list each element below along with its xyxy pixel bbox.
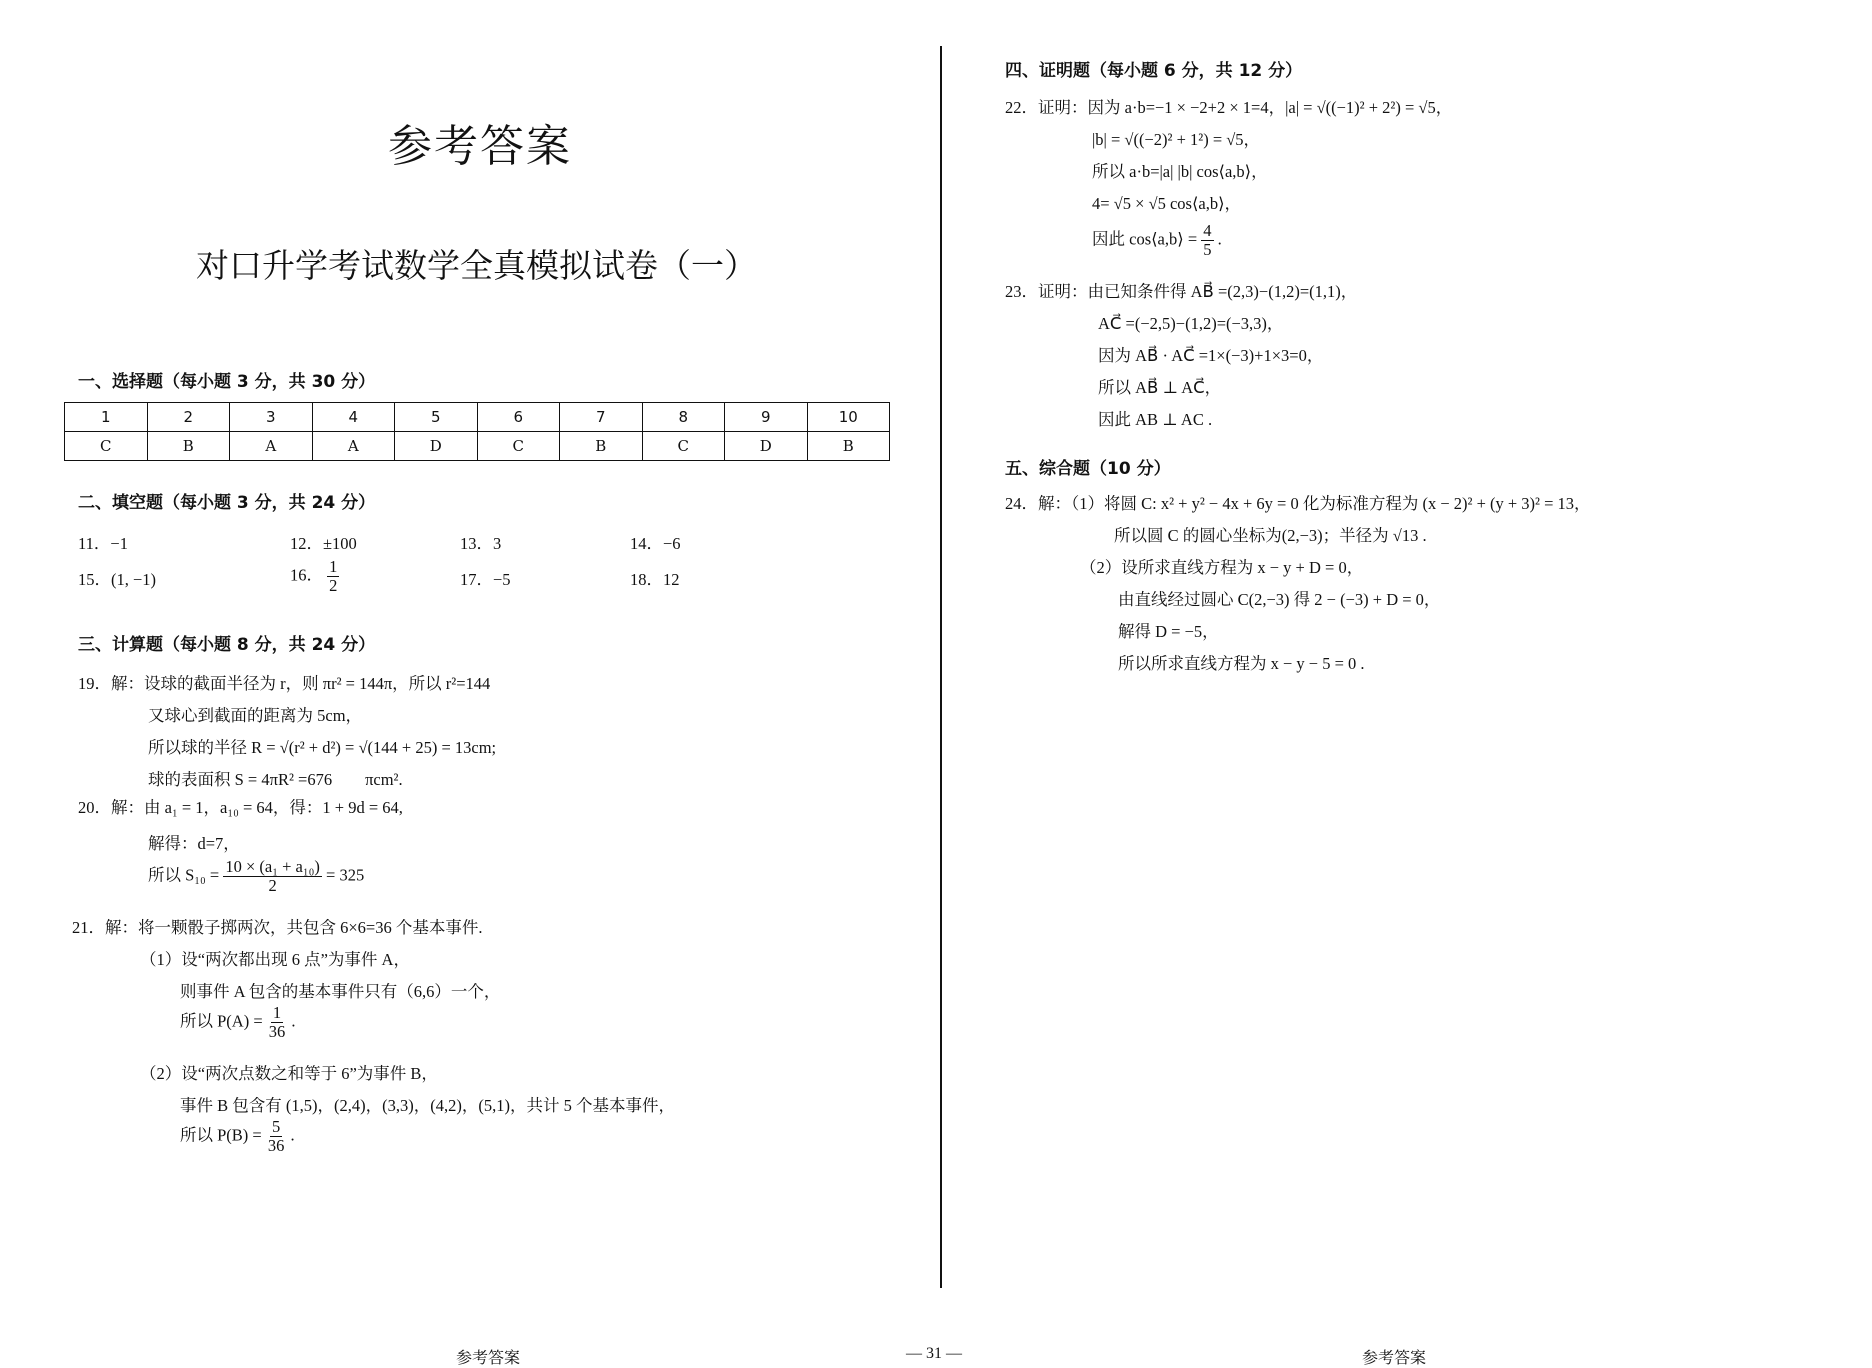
- page-number: — 31 —: [906, 1345, 962, 1362]
- table-cell: A: [312, 432, 395, 461]
- q20-sum-label: 所以 S₁₀ =: [148, 865, 220, 885]
- fraction-numerator: 10 × (a₁ + a₁₀): [225, 857, 320, 876]
- section-proof-heading: 四、证明题（每小题 6 分，共 12 分）: [1005, 61, 1303, 81]
- q22-line3: 所以 a·b=|a| |b| cos⟨a,b⟩，: [1092, 162, 1268, 181]
- table-header-row: [65, 403, 890, 432]
- q21-pa-period: .: [291, 1011, 296, 1031]
- table-cell: A: [230, 432, 313, 461]
- table-cell: D: [395, 432, 478, 461]
- fill-answer-16: [290, 558, 339, 595]
- fraction: [266, 1118, 287, 1155]
- q22-line4: 4= √5 × √5 cos⟨a,b⟩，: [1092, 194, 1242, 213]
- section-comprehensive-heading: 五、综合题（10 分）: [1005, 459, 1171, 479]
- choice-answer-table: [64, 402, 890, 461]
- q19-line2: 又球心到截面的距离为 5cm，: [148, 706, 363, 725]
- q21-line6: 事件 B 包含有 (1,5)，(2,4)，(3,3)，(4,2)，(5,1)，共计 5 个基本事件，: [180, 1096, 675, 1115]
- q21-line3: 则事件 A 包含的基本事件只有（6,6）一个，: [180, 982, 501, 1001]
- q21-pb-label: 所以 P(B) =: [180, 1125, 262, 1145]
- fill-answer-11: 11．−1: [78, 534, 128, 553]
- footer-left-label: 参考答案: [456, 1350, 521, 1367]
- q20-sum-result: = 325: [326, 865, 365, 885]
- table-cell: 7: [560, 403, 643, 432]
- q23-line5: 因此 AB ⊥ AC .: [1098, 410, 1213, 429]
- table-cell: 5: [395, 403, 478, 432]
- q19-line3: 所以球的半径 R = √(r² + d²) = √(144 + 25) = 13cm;: [148, 738, 497, 757]
- table-cell: 3: [230, 403, 313, 432]
- q22-line5: [1092, 222, 1222, 259]
- table-cell: 1: [65, 403, 148, 432]
- section-choice-heading: 一、选择题（每小题 3 分，共 30 分）: [78, 372, 376, 392]
- fill-answer-15: 15．(1, −1): [78, 570, 157, 589]
- table-cell: 8: [642, 403, 725, 432]
- table-cell: 2: [147, 403, 230, 432]
- q24-line5: 解得 D = −5，: [1118, 622, 1219, 641]
- q19-line4: 球的表面积 S = 4πR² =676 πcm².: [148, 770, 403, 789]
- table-cell: 6: [477, 403, 560, 432]
- fill-answer-14: 14．−6: [630, 534, 681, 553]
- q24-line6: 所以所求直线方程为 x − y − 5 = 0 .: [1118, 654, 1365, 673]
- fill-answer-13: 13．3: [460, 534, 502, 553]
- q21-pa-label: 所以 P(A) =: [180, 1011, 263, 1031]
- q21-line5: （2）设“两次点数之和等于 6”为事件 B，: [140, 1064, 438, 1083]
- fraction-numerator: 4: [1203, 221, 1212, 240]
- table-cell: 9: [725, 403, 808, 432]
- table-cell: D: [725, 432, 808, 461]
- fraction: [1201, 222, 1213, 259]
- q22-cos-label: 因此 cos⟨a,b⟩ =: [1092, 229, 1198, 249]
- fraction-denominator: 5: [1203, 240, 1212, 259]
- q23-line2: AC⃗ =(−2,5)−(1,2)=(−3,3)，: [1098, 314, 1284, 333]
- table-cell: C: [65, 432, 148, 461]
- fraction-numerator: 1: [272, 1003, 282, 1022]
- q24-line3: （2）设所求直线方程为 x − y + D = 0，: [1080, 558, 1364, 577]
- section-calc-heading: 三、计算题（每小题 8 分，共 24 分）: [78, 635, 376, 655]
- q21-line2: （1）设“两次都出现 6 点”为事件 A，: [140, 950, 410, 969]
- q24-line1: 24．解：（1）将圆 C: x² + y² − 4x + 6y = 0 化为标准方程为 (x − 2)² + (y + 3)² = 13，: [1005, 494, 1591, 513]
- fraction-denominator: 36: [268, 1022, 286, 1041]
- q24-line4: 由直线经过圆心 C(2,−3) 得 2 − (−3) + D = 0，: [1118, 590, 1441, 609]
- q21-line4: [180, 1004, 296, 1041]
- page-title: 参考答案: [388, 121, 572, 172]
- q20-line2: 解得：d=7，: [148, 834, 240, 853]
- fraction-denominator: 2: [329, 576, 338, 595]
- table-cell: B: [560, 432, 643, 461]
- fill-answer-12: 12．±100: [290, 534, 357, 553]
- fraction-numerator: 1: [329, 557, 338, 576]
- fill-answer-18: 18．12: [630, 570, 680, 589]
- fraction-numerator: 5: [271, 1117, 281, 1136]
- q21-line1: 21．解：将一颗骰子掷两次，共包含 6×6=36 个基本事件.: [72, 918, 483, 937]
- table-row: [65, 432, 890, 461]
- table-cell: C: [642, 432, 725, 461]
- q23-line4: 所以 AB⃗ ⊥ AC⃗，: [1098, 378, 1222, 397]
- fraction: [327, 558, 339, 595]
- q22-line2: |b| = √((−2)² + 1²) = √5，: [1092, 130, 1261, 149]
- q20-line1: 20．解：由 a₁ = 1，a₁₀ = 64，得：1 + 9d = 64,: [78, 798, 403, 817]
- q23-line3: 因为 AB⃗ · AC⃗ =1×(−3)+1×3=0，: [1098, 346, 1324, 365]
- q24-line2: 所以圆 C 的圆心坐标为(2,−3)；半径为 √13 .: [1114, 526, 1427, 545]
- table-cell: C: [477, 432, 560, 461]
- q22-line1: 22．证明：因为 a·b=−1 × −2+2 × 1=4，|a| = √((−1)² + 2²) = √5，: [1005, 98, 1453, 117]
- q21-line7: [180, 1118, 295, 1155]
- q22-cos-period: .: [1217, 229, 1222, 249]
- q21-pb-period: .: [290, 1125, 295, 1145]
- table-cell: B: [147, 432, 230, 461]
- table-cell: B: [807, 432, 890, 461]
- footer-right-label: 参考答案: [1362, 1350, 1427, 1367]
- table-cell: 4: [312, 403, 395, 432]
- fraction: [267, 1004, 288, 1041]
- fraction-denominator: 2: [268, 876, 277, 895]
- q20-line3: [148, 858, 364, 895]
- page-divider: [940, 46, 942, 1288]
- fraction: [223, 858, 322, 895]
- table-cell: 10: [807, 403, 890, 432]
- fill-answer-17: 17．−5: [460, 570, 511, 589]
- page-subtitle: 对口升学考试数学全真模拟试卷（一）: [196, 246, 757, 285]
- q23-line1: 23．证明：由已知条件得 AB⃗ =(2,3)−(1,2)=(1,1)，: [1005, 282, 1358, 301]
- q19-line1: 19．解：设球的截面半径为 r，则 πr² = 144π，所以 r²=144: [78, 674, 491, 693]
- fill-16-label: 16．: [290, 565, 323, 585]
- fraction-denominator: 36: [267, 1136, 285, 1155]
- section-fill-heading: 二、填空题（每小题 3 分，共 24 分）: [78, 493, 376, 513]
